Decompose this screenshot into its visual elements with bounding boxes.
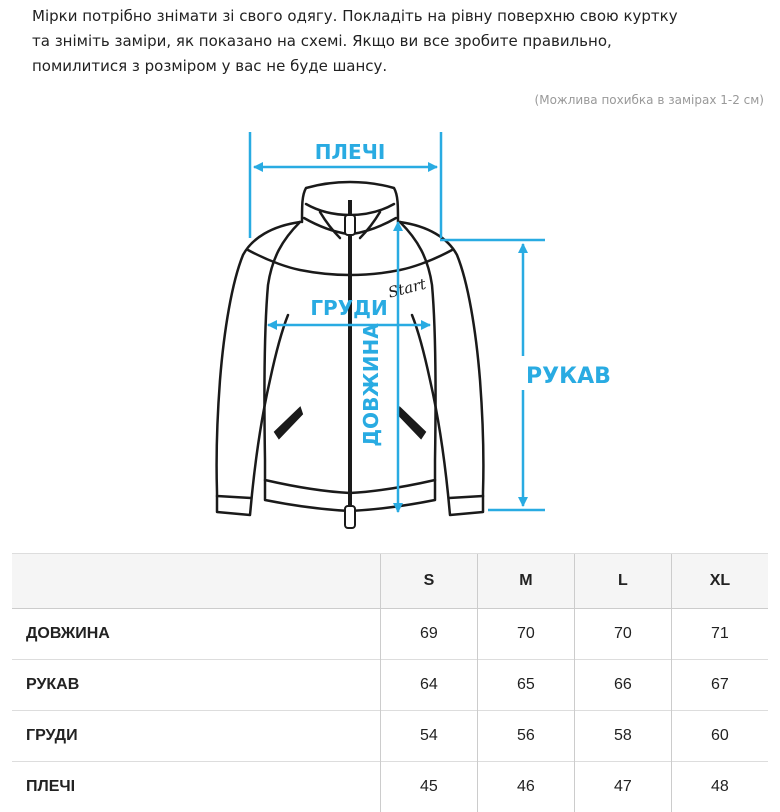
row-label-chest: ГРУДИ xyxy=(12,711,380,762)
intro-text xyxy=(32,4,762,79)
table-cell: 56 xyxy=(477,711,574,762)
zipper-pull-bottom xyxy=(345,506,355,528)
brand-logo: Start xyxy=(386,275,429,302)
row-label-shoulders: ПЛЕЧІ xyxy=(12,762,380,812)
header-size-m: M xyxy=(477,554,574,609)
intro-line-1: Мірки потрібно знімати зі свого одягу. Покладіть на рівну поверхню свою куртку xyxy=(32,4,762,29)
table-cell: 48 xyxy=(671,762,768,812)
row-label-length: ДОВЖИНА xyxy=(12,609,380,660)
length-label: ДОВЖИНА xyxy=(359,323,383,447)
table-cell: 47 xyxy=(574,762,671,812)
left-pocket xyxy=(275,408,302,438)
table-row xyxy=(12,762,768,812)
measurement-error-note: (Можлива похибка в замірах 1-2 см) xyxy=(535,93,764,107)
collar-tip-right xyxy=(360,212,380,238)
table-cell: 45 xyxy=(380,762,477,812)
collar-tip-left xyxy=(320,212,340,238)
table-row xyxy=(12,711,768,762)
table-cell: 71 xyxy=(671,609,768,660)
chest-label: ГРУДИ xyxy=(310,296,387,320)
shoulders-label: ПЛЕЧІ xyxy=(315,140,386,164)
header-size-l: L xyxy=(574,554,671,609)
table-cell: 66 xyxy=(574,660,671,711)
header-size-s: S xyxy=(380,554,477,609)
table-cell: 54 xyxy=(380,711,477,762)
table-row xyxy=(12,609,768,660)
zipper-pull-top xyxy=(345,215,355,235)
left-cuff-line xyxy=(217,496,251,498)
table-cell: 65 xyxy=(477,660,574,711)
right-pocket xyxy=(398,408,425,438)
table-cell: 64 xyxy=(380,660,477,711)
size-table xyxy=(12,553,768,812)
jacket-measurement-diagram xyxy=(0,120,780,540)
table-cell: 60 xyxy=(671,711,768,762)
header-empty xyxy=(12,554,380,609)
table-cell: 58 xyxy=(574,711,671,762)
intro-line-2: та зніміть заміри, як показано на схемі. Якщо ви все зробите правильно, xyxy=(32,29,762,54)
header-size-xl: XL xyxy=(671,554,768,609)
size-table-header-row xyxy=(12,554,768,609)
intro-line-3: помилитися з розміром у вас не буде шансу. xyxy=(32,54,762,79)
table-cell: 70 xyxy=(477,609,574,660)
table-row xyxy=(12,660,768,711)
table-cell: 69 xyxy=(380,609,477,660)
table-cell: 70 xyxy=(574,609,671,660)
sleeve-label: РУКАВ xyxy=(526,364,611,389)
table-cell: 67 xyxy=(671,660,768,711)
right-cuff-line xyxy=(449,496,483,498)
table-cell: 46 xyxy=(477,762,574,812)
row-label-sleeve: РУКАВ xyxy=(12,660,380,711)
